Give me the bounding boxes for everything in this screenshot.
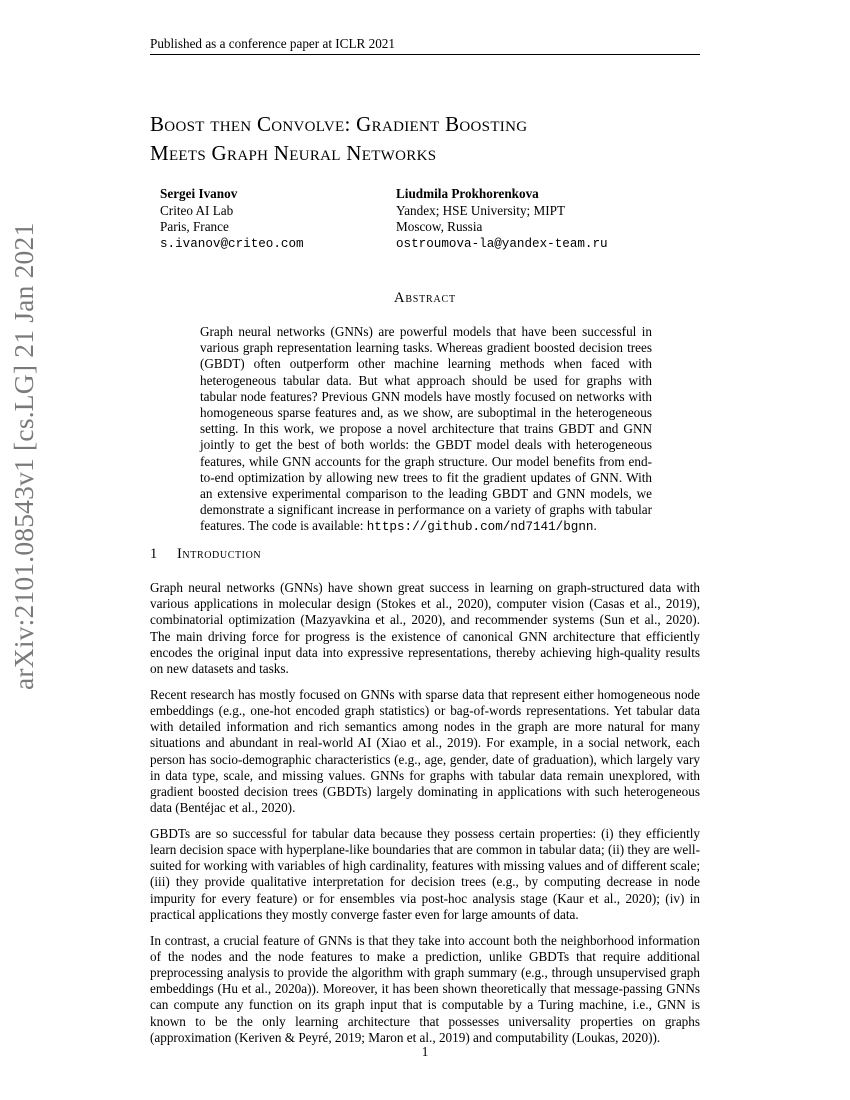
author-affiliation: Criteo AI Lab bbox=[160, 202, 234, 218]
paragraph: In contrast, a crucial feature of GNNs is that they take into account both the neighborhood information of the nodes and the node features to make a prediction, unlike GBDTs that require additional preprocessing analysis to provide the algorithm with graph summary (e.g., through unsupervised graph embeddings (Hu et al., 2020a)). Moreover, it has been shown theoretically that message-passing GNNs can compute any function on its graph input that is computable by a Turing machine, i.e., GNN is known to be the only learning architecture that possesses universality properties on graphs (approximation (Keriven & Peyré, 2019; Maron et al., 2019) and computability (Loukas, 2020)). bbox=[150, 932, 700, 1045]
section-title: Introduction bbox=[177, 546, 262, 562]
author-name: Liudmila Prokhorenkova bbox=[396, 186, 539, 201]
page-number: 1 bbox=[421, 1044, 429, 1059]
section-number: 1 bbox=[150, 546, 158, 562]
abstract-heading: Abstract bbox=[394, 290, 456, 306]
section-body bbox=[150, 580, 700, 1055]
arxiv-identifier: arXiv:2101.08543v1 [cs.LG] 21 Jan 2021 bbox=[8, 222, 39, 690]
author-name: Sergei Ivanov bbox=[160, 186, 238, 201]
author-location: Paris, France bbox=[160, 219, 229, 234]
paragraph: GBDTs are so successful for tabular data because they possess certain properties: (i) they efficiently learn decision space with hyperplane-like boundaries that are common in tabular data; (ii) they are well-suited for working with variables of high cardinality, features with missing values and of different scale; (iii) they provide qualitative interpretation for decision trees (e.g., by computing decrease in node impurity for every feature) or for ensembles via post-hoc analysis stage (Kaur et al., 2020); (iv) in practical applications they mostly converge faster even for large amounts of data. bbox=[150, 825, 700, 922]
author-email[interactable]: s.ivanov@criteo.com bbox=[160, 236, 304, 251]
abstract-body bbox=[200, 324, 652, 536]
paragraph: Graph neural networks (GNNs) have shown great success in learning on graph-structured data with various applications in molecular design (Stokes et al., 2020), computer vision (Casas et al., 2019), combinatorial optimization (Mazyavkina et al., 2020), and recommender systems (Sun et al., 2020). The main driving force for progress is the existence of canonical GNN architecture that efficiently encodes the original input data into expressive representations, thereby achieving high-quality results on new datasets and tasks. bbox=[150, 580, 700, 677]
abstract-text: Graph neural networks (GNNs) are powerful models that have been successful in various graph representation learning tasks. Whereas gradient boosted decision trees (GBDT) often outperform other machine learning methods when faced with heterogeneous tabular data. But what approach should be used for graphs with tabular node features? Previous GNN models have mostly focused on networks with homogeneous sparse features and, as we show, are suboptimal in the heterogeneous setting. In this work, we propose a novel architecture that trains GBDT and GNN jointly to get the best of both worlds: the GBDT model deals with heterogeneous features, while GNN accounts for the graph structure. Our model benefits from end-to-end optimization by allowing new trees to fit the gradient updates of GNN. With an extensive experimental comparison to the leading GBDT and GNN models, we demonstrate a significant increase in performance on a variety of graphs with tabular features. The code is available: bbox=[200, 324, 652, 534]
author-email[interactable]: ostroumova-la@yandex-team.ru bbox=[396, 236, 608, 251]
running-header: Published as a conference paper at ICLR 2021 bbox=[150, 36, 395, 51]
author-affiliation: Yandex; HSE University; MIPT bbox=[396, 202, 566, 218]
paragraph: Recent research has mostly focused on GNNs with sparse data that represent either homogeneous node embeddings (e.g., one-hot encoded graph statistics) or bag-of-words representations. Yet tabular data with detailed information and rich semantics among nodes in the graph are more natural for many situations and abundant in real-world AI (Xiao et al., 2019). For example, in a social network, each person has socio-demographic characteristics (e.g., age, gender, date of graduation), which largely vary in data type, scale, and missing values. GNNs for graphs with tabular data remain unexplored, with gradient boosted decision trees (GBDTs) largely dominating in applications with such heterogeneous data (Bentéjac et al., 2020). bbox=[150, 686, 700, 816]
abstract-end: . bbox=[593, 518, 597, 534]
author-block-1 bbox=[160, 186, 380, 252]
paper-title bbox=[150, 110, 710, 168]
title-line-2: Meets Graph Neural Networks bbox=[150, 141, 437, 165]
code-link[interactable]: https://github.com/nd7141/bgnn bbox=[366, 520, 594, 535]
author-location: Moscow, Russia bbox=[396, 219, 483, 234]
section-heading bbox=[150, 546, 700, 563]
author-block-2 bbox=[396, 186, 706, 252]
title-line-1: Boost then Convolve: Gradient Boosting bbox=[150, 112, 528, 136]
header-rule bbox=[150, 54, 700, 55]
